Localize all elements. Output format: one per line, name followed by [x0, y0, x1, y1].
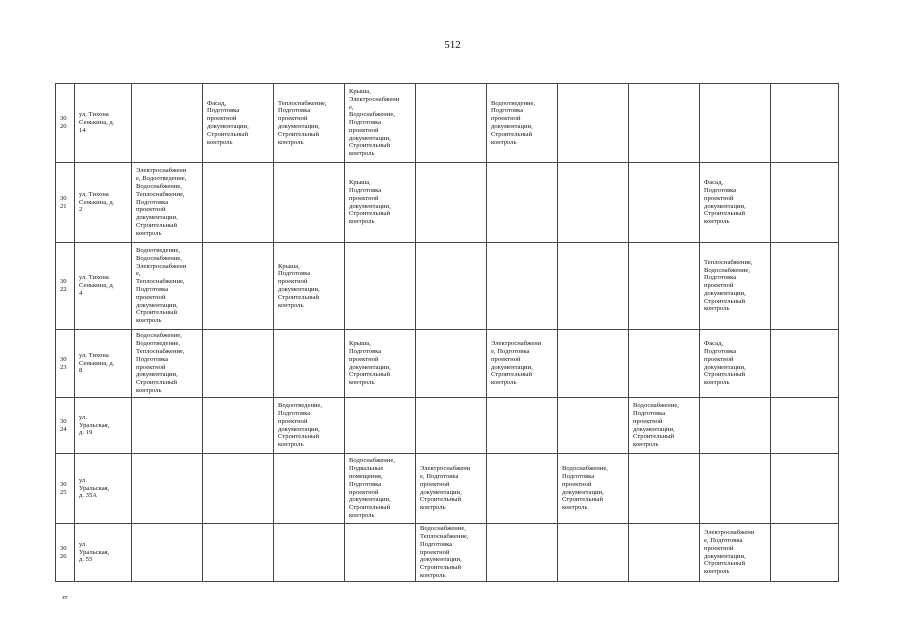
address-cell: ул. Тихона Сенькина, д. 2: [75, 163, 132, 243]
work-cell: [700, 84, 771, 163]
work-cell: [203, 243, 274, 330]
table-body: [56, 84, 839, 582]
work-cell: [629, 243, 700, 330]
work-cell: [416, 163, 487, 243]
work-cell: [203, 330, 274, 398]
work-cell: Электроснабжени е, Подготовка проектной документации, Строительный контроль: [416, 454, 487, 524]
work-cell: Водоотведение, Водоснабжение, Электроснабжени е, Теплоснабжение, Подготовка проектной документации, Строительный контроль: [132, 243, 203, 330]
table-row: [56, 243, 839, 330]
work-cell: [629, 454, 700, 524]
work-cell: [558, 330, 629, 398]
work-cell: [416, 84, 487, 163]
work-cell: Электроснабжени е, Подготовка проектной документации, Строительный контроль: [700, 524, 771, 582]
work-cell: [416, 330, 487, 398]
work-cell: [487, 163, 558, 243]
work-cell: [771, 398, 839, 454]
work-cell: Крыша, Подготовка проектной документации, Строительный контроль: [345, 163, 416, 243]
work-cell: [771, 84, 839, 163]
table-row: [56, 398, 839, 454]
work-cell: [558, 84, 629, 163]
row-number-cell: 30 24: [56, 398, 75, 454]
work-cell: Водоснабжение, Теплоснабжение, Подготовка проектной документации, Строительный контроль: [416, 524, 487, 582]
work-cell: [771, 524, 839, 582]
work-cell: Крыша, Электроснабжени е, Водоснабжение, Подготовка проектной документации, Строительный контроль: [345, 84, 416, 163]
work-cell: [558, 243, 629, 330]
row-number-cell: 30 22: [56, 243, 75, 330]
work-cell: [345, 243, 416, 330]
work-cell: [771, 454, 839, 524]
page-number: 512: [444, 39, 461, 51]
address-cell: ул. Уральская, д. 55: [75, 524, 132, 582]
work-cell: [132, 524, 203, 582]
work-cell: [700, 398, 771, 454]
work-cell: [274, 454, 345, 524]
work-cell: [771, 330, 839, 398]
work-cell: [345, 398, 416, 454]
work-cell: [771, 243, 839, 330]
work-cell: [629, 84, 700, 163]
works-table: [55, 83, 839, 582]
work-cell: [132, 398, 203, 454]
work-cell: [629, 163, 700, 243]
work-cell: Фасад, Подготовка проектной документации, Строительный контроль: [700, 163, 771, 243]
work-cell: Электроснабжени е, Водоотведение, Водоснабжение, Теплоснабжение, Подготовка проектной документации, Строительный контроль: [132, 163, 203, 243]
address-cell: ул. Тихона Сенькина, д. 14: [75, 84, 132, 163]
work-cell: [416, 398, 487, 454]
work-cell: Водоснабжение, Водоотведение, Теплоснабжение, Подготовка проектной документации, Строительный контроль: [132, 330, 203, 398]
work-cell: [132, 84, 203, 163]
address-cell: ул. Уральская, д. 35А: [75, 454, 132, 524]
work-cell: [274, 524, 345, 582]
address-cell: ул. Тихона Сенькина, д. 8: [75, 330, 132, 398]
table-row: [56, 524, 839, 582]
work-cell: Водоснабжение, Подготовка проектной документации, Строительный контроль: [558, 454, 629, 524]
work-cell: Теплоснабжение, Подготовка проектной документации, Строительный контроль: [274, 84, 345, 163]
row-number-cell: 30 25: [56, 454, 75, 524]
work-cell: [345, 524, 416, 582]
work-cell: Водоснабжение, Подвальные помещения, Подготовка проектной документации, Строительный контроль: [345, 454, 416, 524]
work-cell: [203, 524, 274, 582]
work-cell: [274, 330, 345, 398]
work-cell: Фасад, Подготовка проектной документации, Строительный контроль: [203, 84, 274, 163]
work-cell: [629, 330, 700, 398]
work-cell: [132, 454, 203, 524]
work-cell: [416, 243, 487, 330]
footer-mark: зт: [62, 594, 68, 601]
work-cell: Водоотведение, Подготовка проектной документации, Строительный контроль: [274, 398, 345, 454]
work-cell: Крыша, Подготовка проектной документации, Строительный контроль: [345, 330, 416, 398]
work-cell: [771, 163, 839, 243]
work-cell: [558, 524, 629, 582]
work-cell: Фасад, Подготовка проектной документации, Строительный контроль: [700, 330, 771, 398]
work-cell: [487, 524, 558, 582]
table-row: [56, 454, 839, 524]
work-cell: [274, 163, 345, 243]
work-cell: Электроснабжени е, Подготовка проектной документации, Строительный контроль: [487, 330, 558, 398]
row-number-cell: 30 21: [56, 163, 75, 243]
row-number-cell: 30 26: [56, 524, 75, 582]
work-cell: [487, 398, 558, 454]
table-row: [56, 330, 839, 398]
work-cell: [203, 454, 274, 524]
work-cell: [487, 454, 558, 524]
table-row: [56, 163, 839, 243]
address-cell: ул. Тихона Сенькина, д. 4: [75, 243, 132, 330]
work-cell: [203, 398, 274, 454]
row-number-cell: 30 20: [56, 84, 75, 163]
table-row: [56, 84, 839, 163]
work-cell: [487, 243, 558, 330]
work-cell: [629, 524, 700, 582]
work-cell: [700, 454, 771, 524]
work-cell: Водоотведение, Подготовка проектной документации, Строительный контроль: [487, 84, 558, 163]
address-cell: ул. Уральская, д. 19: [75, 398, 132, 454]
work-cell: Водоснабжение, Подготовка проектной документации, Строительный контроль: [629, 398, 700, 454]
work-cell: [558, 163, 629, 243]
work-cell: Теплоснабжение, Водоснабжение, Подготовка проектной документации, Строительный контроль: [700, 243, 771, 330]
row-number-cell: 30 23: [56, 330, 75, 398]
work-cell: [558, 398, 629, 454]
work-cell: [203, 163, 274, 243]
work-cell: Крыша, Подготовка проектной документации, Строительный контроль: [274, 243, 345, 330]
